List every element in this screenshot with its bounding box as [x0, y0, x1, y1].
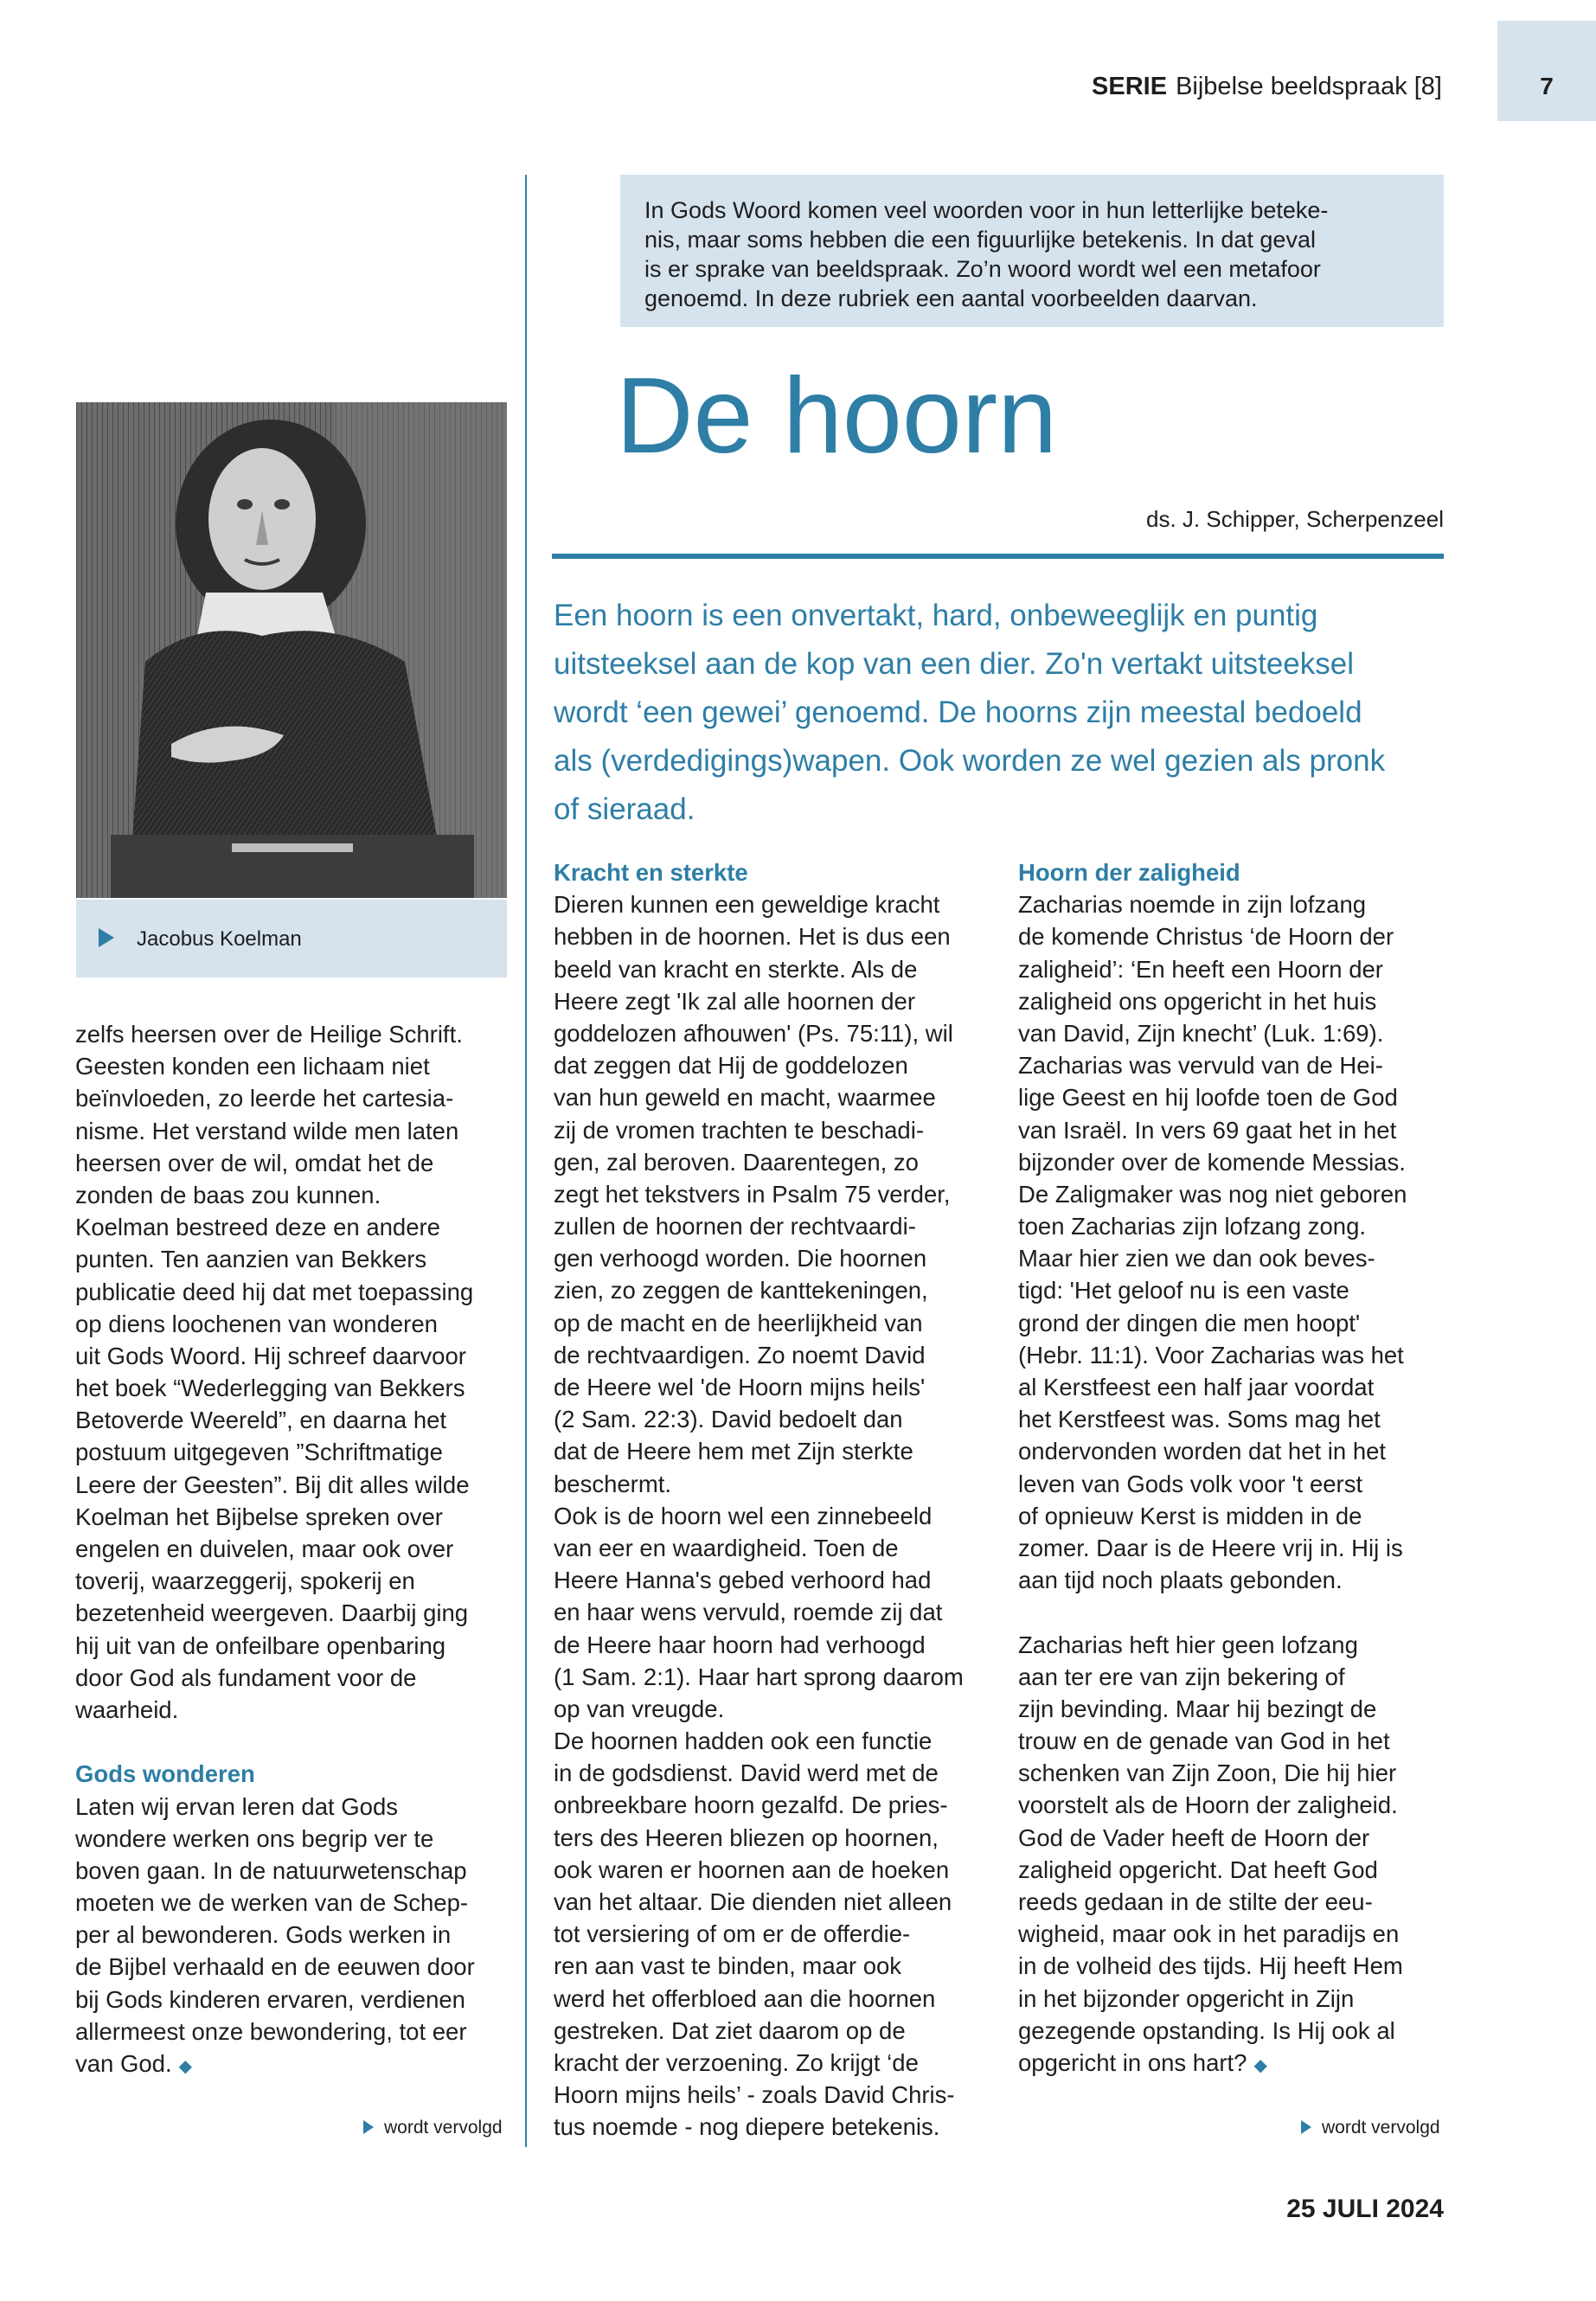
body-line: Ook is de hoorn wel een zinnebeeld: [554, 1502, 933, 1529]
body-line: aan ter ere van zijn bekering of: [1018, 1663, 1345, 1690]
body-line: het Kerstfeest was. Soms mag het: [1018, 1406, 1381, 1433]
body-line: [75, 2048, 475, 2080]
body-line: of opnieuw Kerst is midden in de: [1018, 1502, 1362, 1529]
body-line: ters des Heeren bliezen op hoornen,: [554, 1823, 939, 1851]
body-line: van David, Zijn knecht’ (Luk. 1:69).: [1018, 1019, 1384, 1047]
body-line: allermeest onze bewondering, tot eer: [75, 2017, 467, 2045]
body-line: hebben in de hoornen. Het is dus een: [554, 923, 951, 951]
body-line: beeld van kracht en sterkte. Als de: [554, 955, 918, 983]
body-line: voorstelt als de Hoorn der zaligheid.: [1018, 1791, 1398, 1819]
section-heading: Hoorn der zaligheid: [1018, 859, 1240, 886]
caption-text: Jacobus Koelman: [137, 927, 302, 951]
body-line: de rechtvaardigen. Zo noemt David: [554, 1341, 926, 1368]
body-line: bijzonder over de komende Messias.: [1018, 1148, 1406, 1176]
caption-triangle-icon: [99, 928, 114, 947]
body-line: Koelman bestreed deze en andere: [75, 1214, 440, 1241]
column-3: [1018, 856, 1407, 2079]
intro-line: nis, maar soms hebben die een figuurlijke betekenis. In dat geval: [644, 227, 1316, 253]
column-2: [554, 856, 964, 2144]
body-line: (2 Sam. 22:3). David bedoelt dan: [554, 1406, 903, 1433]
body-line: op de macht en de heerlijkheid van: [554, 1309, 923, 1336]
body-line: lige Geest en hij loofde toen de God: [1018, 1084, 1398, 1112]
body-line: Heere Hanna's gebed verhoord had: [554, 1567, 932, 1594]
body-line: bij Gods kinderen ervaren, verdienen: [75, 1985, 465, 2013]
body-line: beschermt.: [554, 1470, 672, 1497]
column-divider: [525, 175, 527, 2147]
body-line: zijn bevinding. Maar hij bezingt de: [1018, 1695, 1377, 1722]
body-line: zaligheid opgericht. Dat heeft God: [1018, 1856, 1378, 1883]
continued-note: [363, 2118, 503, 2138]
body-line: publicatie deed hij dat met toepassing: [75, 1278, 474, 1305]
body-line: kracht der verzoening. Zo krijgt ‘de: [554, 2048, 919, 2076]
body-line: (1 Sam. 2:1). Haar hart sprong daarom: [554, 1663, 964, 1690]
paragraph-gap: [1018, 1596, 1407, 1628]
body-line: zelfs heersen over de Heilige Schrift.: [75, 1021, 463, 1048]
intro-box: [620, 175, 1444, 327]
article-author: ds. J. Schipper, Scherpenzeel: [1146, 506, 1444, 532]
body-line: hij uit van de onfeilbare openbaring: [75, 1631, 446, 1659]
body-line: Leere der Geesten”. Bij dit alles wilde: [75, 1471, 470, 1498]
section-heading: Gods wonderen: [75, 1760, 255, 1788]
body-line: waarheid.: [75, 1695, 179, 1723]
body-line: tot versiering of om er de offerdie-: [554, 1920, 911, 1948]
body-line: gezegende opstanding. Is Hij ook al: [1018, 2016, 1395, 2044]
series-title: Bijbelse beeldspraak [8]: [1176, 73, 1442, 100]
body-line: Laten wij ervan leren dat Gods: [75, 1792, 398, 1820]
body-line: zomer. Daar is de Heere vrij in. Hij is: [1018, 1534, 1403, 1561]
body-line: gen verhoogd worden. Die hoornen: [554, 1245, 927, 1272]
body-line: Zacharias noemde in zijn lofzang: [1018, 891, 1367, 919]
body-line: postuum uitgegeven ”Schriftmatige: [75, 1439, 443, 1466]
continued-text: wordt vervolgd: [1322, 2118, 1440, 2138]
body-line: engelen en duivelen, maar ook over: [75, 1535, 454, 1562]
end-diamond-icon: ◆: [1253, 2055, 1267, 2075]
end-diamond-icon: ◆: [178, 2057, 192, 2076]
last-line-text: van God.: [75, 2050, 172, 2077]
body-line: de komende Christus ‘de Hoorn der: [1018, 923, 1394, 951]
body-line: van eer en waardigheid. Toen de: [554, 1534, 899, 1561]
body-line: dat zeggen dat Hij de goddelozen: [554, 1052, 908, 1080]
body-line: ook waren er hoornen aan de hoeken: [554, 1856, 950, 1883]
body-line: toen Zacharias zijn lofzang zong.: [1018, 1213, 1367, 1240]
body-line: beïnvloeden, zo leerde het cartesia-: [75, 1085, 454, 1112]
paragraph-gap: [75, 1726, 475, 1758]
body-line: gen, zal beroven. Daarentegen, zo: [554, 1148, 919, 1176]
lead-line: of sieraad.: [554, 792, 695, 826]
body-line: moeten we de werken van de Schep-: [75, 1889, 469, 1917]
series-header: [1092, 73, 1442, 101]
body-line: schenken van Zijn Zoon, Die hij hier: [1018, 1759, 1397, 1787]
body-line: boven gaan. In de natuurwetenschap: [75, 1856, 467, 1884]
body-line: de Bijbel verhaald en de eeuwen door: [75, 1953, 475, 1981]
body-line: zaligheid ons opgericht in het huis: [1018, 987, 1377, 1015]
intro-line: is er sprake van beeldspraak. Zo’n woord wordt wel een metafoor: [644, 256, 1321, 282]
page-number-tab: [1497, 21, 1596, 121]
body-line: zaligheid’: ‘En heeft een Hoorn der: [1018, 955, 1383, 983]
body-line: wondere werken ons begrip ver te: [75, 1824, 434, 1852]
body-line: Geesten konden een lichaam niet: [75, 1053, 430, 1080]
body-line: per al bewonderen. Gods werken in: [75, 1921, 452, 1949]
section-heading: Kracht en sterkte: [554, 859, 748, 886]
continued-triangle-icon: [363, 2120, 374, 2134]
body-line: heersen over de wil, omdat het de: [75, 1149, 434, 1176]
body-line: tus noemde - nog diepere betekenis.: [554, 2113, 940, 2141]
article-title: De hoorn: [616, 356, 1058, 476]
body-line: gestreken. Dat ziet daarom op de: [554, 2016, 906, 2044]
portrait-image: [76, 402, 507, 898]
body-line: zonden de baas zou kunnen.: [75, 1181, 381, 1208]
body-line: wigheid, maar ook in het paradijs en: [1018, 1920, 1400, 1948]
body-line: dat de Heere hem met Zijn sterkte: [554, 1438, 913, 1465]
body-line: de Heere haar hoorn had verhoogd: [554, 1631, 926, 1658]
body-line: leven van Gods volk voor 't eerst: [1018, 1470, 1363, 1497]
body-line: De hoornen hadden ook een functie: [554, 1727, 933, 1755]
body-line: aan tijd noch plaats gebonden.: [1018, 1567, 1343, 1594]
body-line: van Israël. In vers 69 gaat het in het: [1018, 1116, 1397, 1144]
body-line: het boek “Wederlegging van Bekkers: [75, 1375, 465, 1402]
body-line: Heere zegt 'Ik zal alle hoornen der: [554, 987, 915, 1015]
body-line: (Hebr. 11:1). Voor Zacharias was het: [1018, 1341, 1404, 1368]
body-line: zegt het tekstvers in Psalm 75 verder,: [554, 1180, 951, 1208]
body-line: op van vreugde.: [554, 1695, 725, 1722]
intro-line: In Gods Woord komen veel woorden voor in hun letterlijke beteke-: [644, 197, 1329, 223]
lead-paragraph: [554, 592, 1445, 834]
body-line: door God als fundament voor de: [75, 1663, 417, 1691]
issue-date: 25 JULI 2024: [1286, 2195, 1444, 2223]
body-line: zullen de hoornen der rechtvaardi-: [554, 1213, 916, 1240]
body-line: Zacharias was vervuld van de Hei-: [1018, 1052, 1383, 1080]
body-line: Dieren kunnen een geweldige kracht: [554, 891, 940, 919]
continued-triangle-icon: [1301, 2120, 1311, 2134]
page-number: 7: [1540, 73, 1554, 99]
body-line: God de Vader heeft de Hoorn der: [1018, 1823, 1370, 1851]
body-line: Koelman het Bijbelse spreken over: [75, 1503, 443, 1530]
body-line: van hun geweld en macht, waarmee: [554, 1084, 936, 1112]
body-line: in het bijzonder opgericht in Zijn: [1018, 1984, 1355, 2012]
body-line: zien, zo zeggen de kanttekeningen,: [554, 1277, 928, 1304]
body-line: Betoverde Weereld”, en daarna het: [75, 1407, 447, 1434]
lead-line: Een hoorn is een onvertakt, hard, onbeweeglijk en puntig: [554, 599, 1318, 632]
body-line: tigd: 'Het geloof nu is een vaste: [1018, 1277, 1349, 1304]
body-line: en haar wens vervuld, roemde zij dat: [554, 1599, 943, 1626]
lead-line: uitsteeksel aan de kop van een dier. Zo'n vertakt uitsteeksel: [554, 647, 1355, 681]
body-line: werd het offerbloed aan die hoornen: [554, 1984, 936, 2012]
title-rule: [552, 554, 1444, 559]
body-line: ondervonden worden dat het in het: [1018, 1438, 1387, 1465]
body-line: bezetenheid weergeven. Daarbij ging: [75, 1599, 469, 1627]
body-line: reeds gedaan in de stilte der eeu-: [1018, 1888, 1373, 1915]
body-line: Hoorn mijns heils’ - zoals David Chris-: [554, 2081, 955, 2109]
body-line: goddelozen afhouwen' (Ps. 75:11), wil: [554, 1019, 953, 1047]
lead-line: als (verdedigings)wapen. Ook worden ze wel gezien als pronk: [554, 744, 1386, 778]
body-line: van het altaar. Die dienden niet alleen: [554, 1888, 952, 1915]
body-line: trouw en de genade van God in het: [1018, 1727, 1390, 1755]
continued-note: [1301, 2118, 1440, 2138]
body-line: Maar hier zien we dan ook beves-: [1018, 1245, 1375, 1272]
body-line: onbreekbare hoorn gezalfd. De pries-: [554, 1791, 948, 1819]
body-line: nisme. Het verstand wilde men laten: [75, 1117, 459, 1144]
body-line: zij de vromen trachten te beschadi-: [554, 1116, 924, 1144]
body-line: in de godsdienst. David werd met de: [554, 1759, 939, 1787]
body-line: punten. Ten aanzien van Bekkers: [75, 1246, 427, 1273]
last-line-text: opgericht in ons hart?: [1018, 2048, 1247, 2076]
body-line: toverij, waarzeggerij, spokerij en: [75, 1567, 415, 1595]
portrait-caption: [76, 900, 507, 977]
body-line: al Kerstfeest een half jaar voordat: [1018, 1374, 1375, 1400]
body-line: de Heere wel 'de Hoorn mijns heils': [554, 1374, 926, 1400]
body-line: [1018, 2047, 1407, 2079]
body-line: op diens loochenen van wonderen: [75, 1310, 438, 1337]
body-line: De Zaligmaker was nog niet geboren: [1018, 1180, 1407, 1208]
body-line: grond der dingen die men hoopt': [1018, 1309, 1361, 1336]
body-line: Zacharias heft hier geen lofzang: [1018, 1631, 1358, 1658]
intro-line: genoemd. In deze rubriek een aantal voorbeelden daarvan.: [644, 285, 1258, 311]
body-line: uit Gods Woord. Hij schreef daarvoor: [75, 1342, 466, 1369]
lead-line: wordt ‘een gewei’ genoemd. De hoorns zijn meestal bedoeld: [554, 695, 1362, 729]
body-line: ren aan vast te binden, maar ook: [554, 1952, 902, 1980]
body-line: in de volheid des tijds. Hij heeft Hem: [1018, 1952, 1403, 1980]
series-label: SERIE: [1092, 73, 1168, 100]
column-1: [75, 1018, 475, 2080]
continued-text: wordt vervolgd: [384, 2118, 503, 2138]
